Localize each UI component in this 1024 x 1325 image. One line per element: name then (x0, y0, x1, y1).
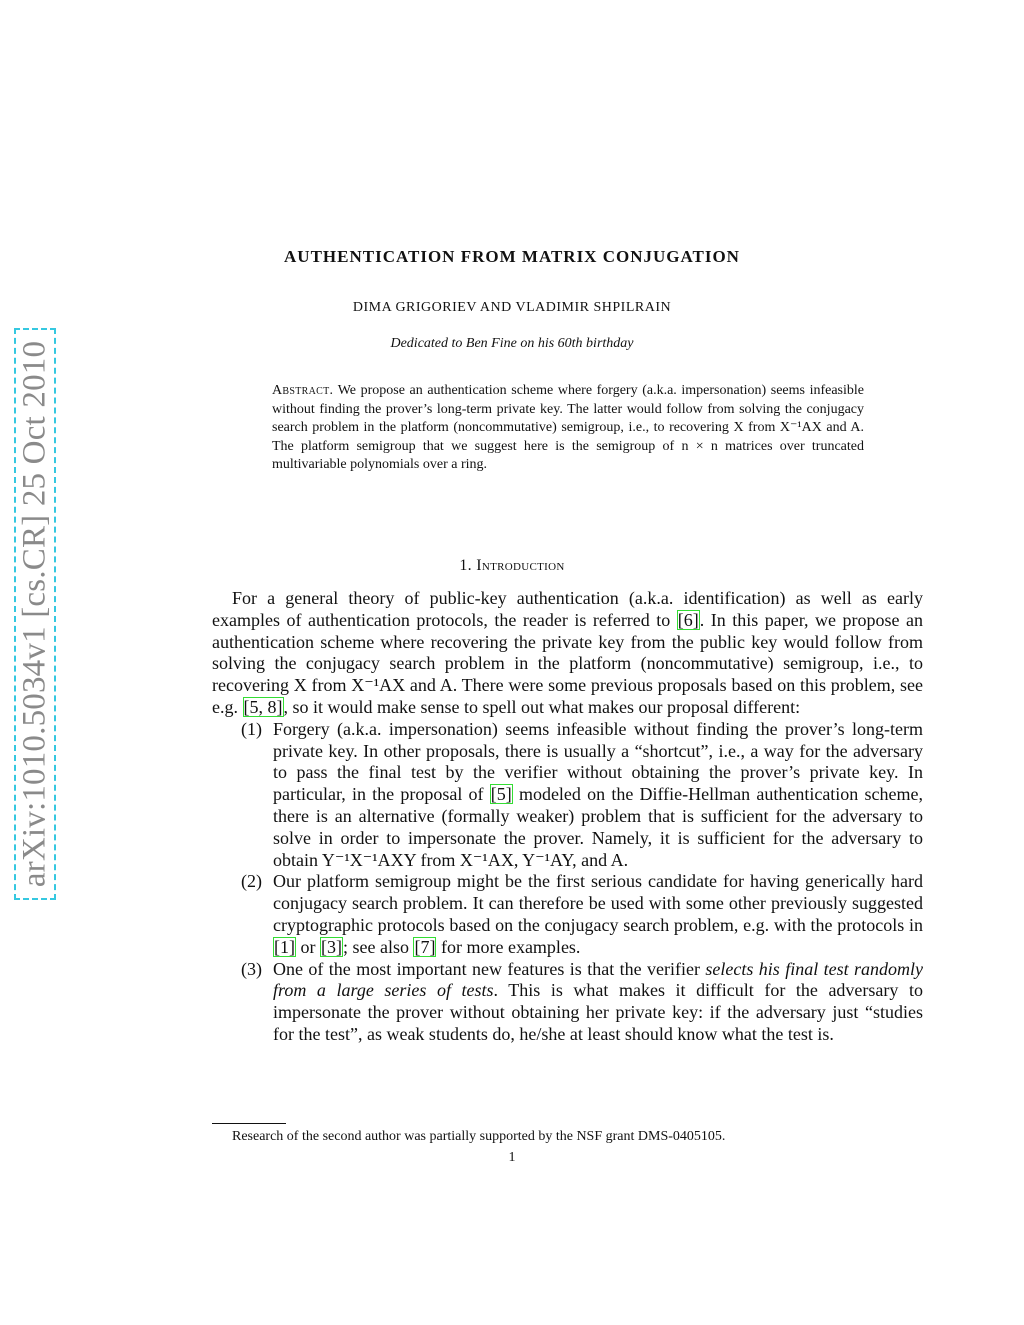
item3-emphasis: selects his final test randomly from a large series of tests (273, 958, 924, 1001)
item2-text-2: for more examples. (440, 936, 581, 957)
intro-text-2: . In this paper, we propose an authentication scheme where recovering the private key from the public key would follow from solving the conjugacy search problem in the platform (noncommutative) semigroup, i.e., to recovering X from X⁻¹AX and A. There were some previous proposals based on this problem, see e.g. (212, 609, 923, 717)
item2-text-see-also: ; see also (343, 936, 409, 957)
footnote: Research of the second author was partially supported by the NSF grant DMS-0405105. (232, 1129, 726, 1144)
intro-paragraph (212, 588, 923, 719)
list-item (212, 719, 923, 872)
feature-list (212, 719, 923, 1046)
abstract (272, 382, 864, 475)
item3-text-1: One of the most important new features is that the verifier (273, 958, 700, 979)
citation-7[interactable]: [7] (414, 936, 436, 957)
item1-text-1: Forgery (a.k.a. impersonation) seems infeasible without finding the prover’s long-term private key. In other proposals, there is usually a “shortcut”, i.e., a way for the adversary to pass the final test by the verifier without obtaining the prover’s private key. In particular, in the proposal of (273, 718, 923, 805)
arxiv-id[interactable]: arXiv:1010.5034v1 [cs.CR] 25 Oct 2010 (16, 340, 53, 888)
item3-text-2: . This is what makes it difficult for the adversary to impersonate the prover without obtaining her private key: if the adversary just “studies for the test”, as weak students do, he/she at least should know what the test is. (273, 980, 923, 1044)
list-item (212, 871, 923, 958)
section-title (0, 557, 1024, 575)
paper-title: AUTHENTICATION FROM MATRIX CONJUGATION (284, 247, 740, 266)
list-item-label: (3) (241, 958, 262, 979)
arxiv-sidebar-stamp (14, 328, 56, 900)
abstract-text: We propose an authentication scheme where forgery (a.k.a. impersonation) seems infeasible without finding the prover’s long-term private key. The latter would follow from solving the conjugacy search problem in the platform (noncommutative) semigroup, i.e., to recovering X from X⁻¹AX and A. The platform semigroup that we suggest here is the semigroup of n × n matrices over truncated multivariable polynomials over a ring. (272, 383, 864, 473)
item2-text-1: Our platform semigroup might be the first serious candidate for having generically hard conjugacy search problem. It can therefore be used with some other previously suggested cryptographic protocols based on the conjugacy search problem, e.g. with the protocols in (273, 871, 923, 935)
list-item-label: (1) (241, 718, 262, 739)
dedication: Dedicated to Ben Fine on his 60th birthday (390, 336, 634, 351)
citation-5[interactable]: [5] (490, 784, 512, 805)
list-item (212, 959, 923, 1046)
intro-text-3: , so it would make sense to spell out what makes our proposal different: (283, 696, 801, 717)
item2-text-or: or (300, 936, 316, 957)
citation-5-8[interactable]: [5, 8] (243, 696, 283, 717)
citation-6[interactable]: [6] (677, 609, 699, 630)
abstract-label: Abstract. (272, 383, 334, 398)
citation-1[interactable]: [1] (274, 936, 295, 957)
paper-authors: DIMA GRIGORIEV AND VLADIMIR SHPILRAIN (352, 300, 672, 315)
citation-3[interactable]: [3] (321, 936, 342, 957)
item1-text-2: modeled on the Diffie-Hellman authentication scheme, there is an alternative (formally weaker) problem that is sufficient for the adversary to solve in order to impersonate the prover. Namely, it is sufficient for the adversary to obtain Y⁻¹X⁻¹AXY from X⁻¹AX, Y⁻¹AY, and A. (273, 784, 923, 870)
section-title-text: 1. Introduction (459, 557, 565, 574)
footnote-divider (212, 1123, 286, 1124)
intro-text-1: For a general theory of public-key authentication (a.k.a. identification) as well as early examples of authentication protocols, the reader is referred to (212, 588, 923, 630)
introduction-body (212, 588, 923, 1046)
list-item-label: (2) (241, 871, 262, 892)
page-number: 1 (508, 1150, 516, 1165)
